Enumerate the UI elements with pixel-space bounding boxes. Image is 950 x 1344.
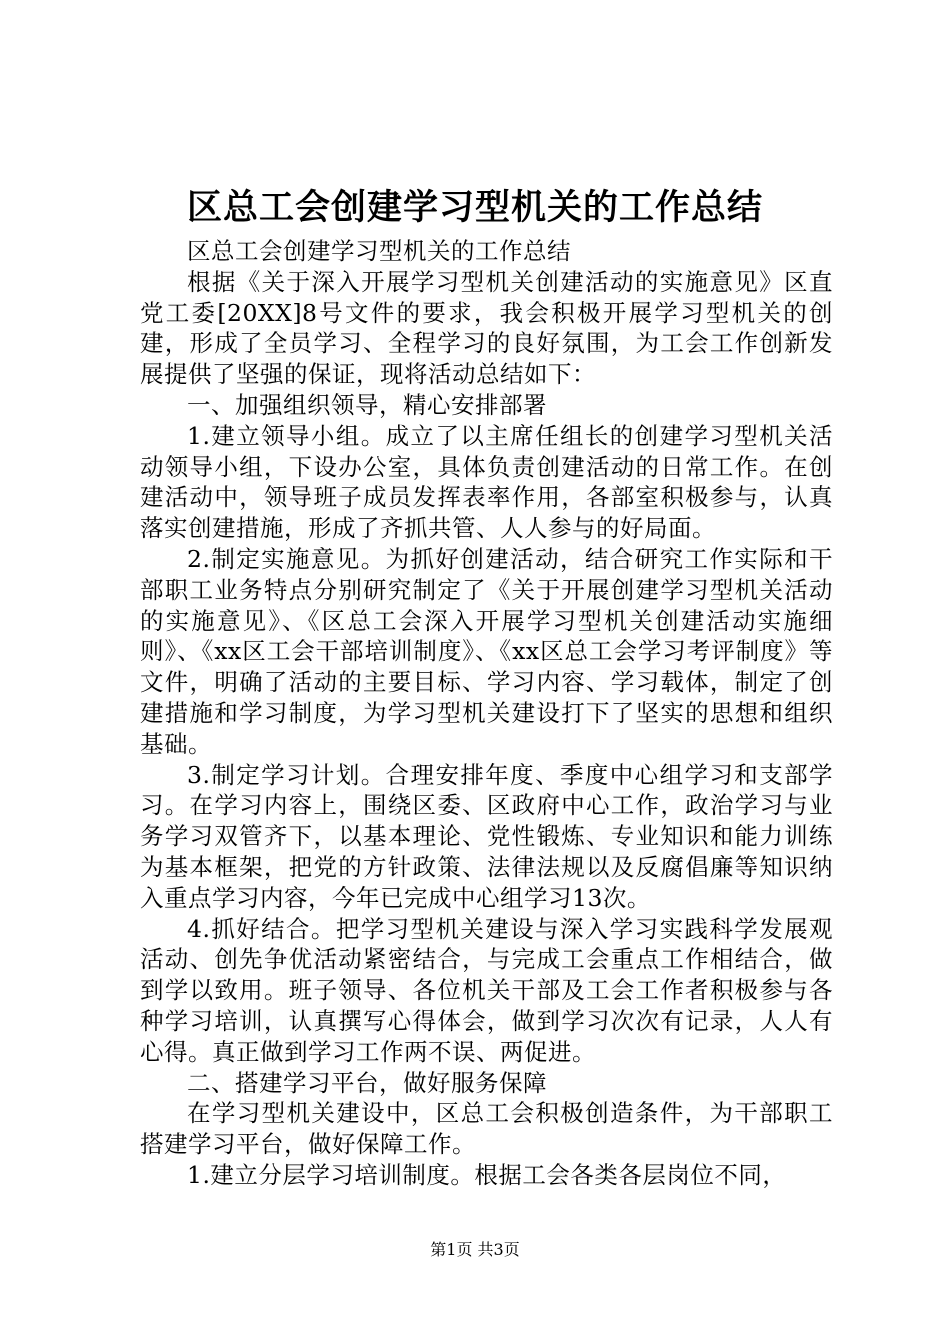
section-heading: 二、搭建学习平台，做好服务保障 (187, 1068, 547, 1097)
body-paragraph: 2.制定实施意见。为抓好创建活动，结合研究工作实际和干部职工业务特点分别研究制定了《关于开展创建学习型机关活动的实施意见》、《区总工会深入开展学习型机关创建活动实施细则》、《xx区工会干部培训制度》、《xx区总工会学习考评制度》等文件，明确了活动的主要目标、学习内容、学习载体，制定了创建措施和学习制度，为学习型机关建设打下了坚实的思想和组织基础。 (140, 544, 833, 758)
body-paragraph: 1.建立领导小组。成立了以主席任组长的创建学习型机关活动领导小组，下设办公室，具体负责创建活动的日常工作。在创建活动中，领导班子成员发挥表率作用，各部室积极参与，认真落实创建措施，形成了齐抓共管、人人参与的好局面。 (140, 421, 833, 543)
document-title: 区总工会创建学习型机关的工作总结 (186, 187, 763, 228)
body-paragraph: 4.抓好结合。把学习型机关建设与深入学习实践科学发展观活动、创先争优活动紧密结合，与完成工会重点工作相结合，做到学以致用。班子领导、各位机关干部及工会工作者积极参与各种学习培训，认真撰写心得体会，做到学习次次有记录，人人有心得。真正做到学习工作两不误、两促进。 (140, 914, 833, 1066)
page-footer: 第1页 共3页 (430, 1240, 520, 1259)
body-paragraph: 在学习型机关建设中，区总工会积极创造条件，为干部职工搭建学习平台，做好保障工作。 (140, 1099, 833, 1159)
document-body (140, 236, 833, 1191)
body-paragraph: 根据《关于深入开展学习型机关创建活动的实施意见》区直党工委[20XX]8号文件的要求，我会积极开展学习型机关的创建，形成了全员学习、全程学习的良好氛围，为工会工作创新发展提供了坚强的保证，现将活动总结如下： (140, 267, 833, 389)
body-paragraph: 区总工会创建学习型机关的工作总结 (187, 237, 571, 265)
section-heading: 一、加强组织领导，精心安排部署 (187, 390, 547, 419)
body-paragraph: 1.建立分层学习培训制度。根据工会各类各层岗位不同， (187, 1160, 787, 1189)
body-paragraph: 3.制定学习计划。合理安排年度、季度中心组学习和支部学习。在学习内容上，围绕区委、区政府中心工作，政治学习与业务学习双管齐下，以基本理论、党性锻炼、专业知识和能力训练为基本框架，把党的方针政策、法律法规以及反腐倡廉等知识纳入重点学习内容，今年已完成中心组学习13次。 (140, 760, 833, 912)
